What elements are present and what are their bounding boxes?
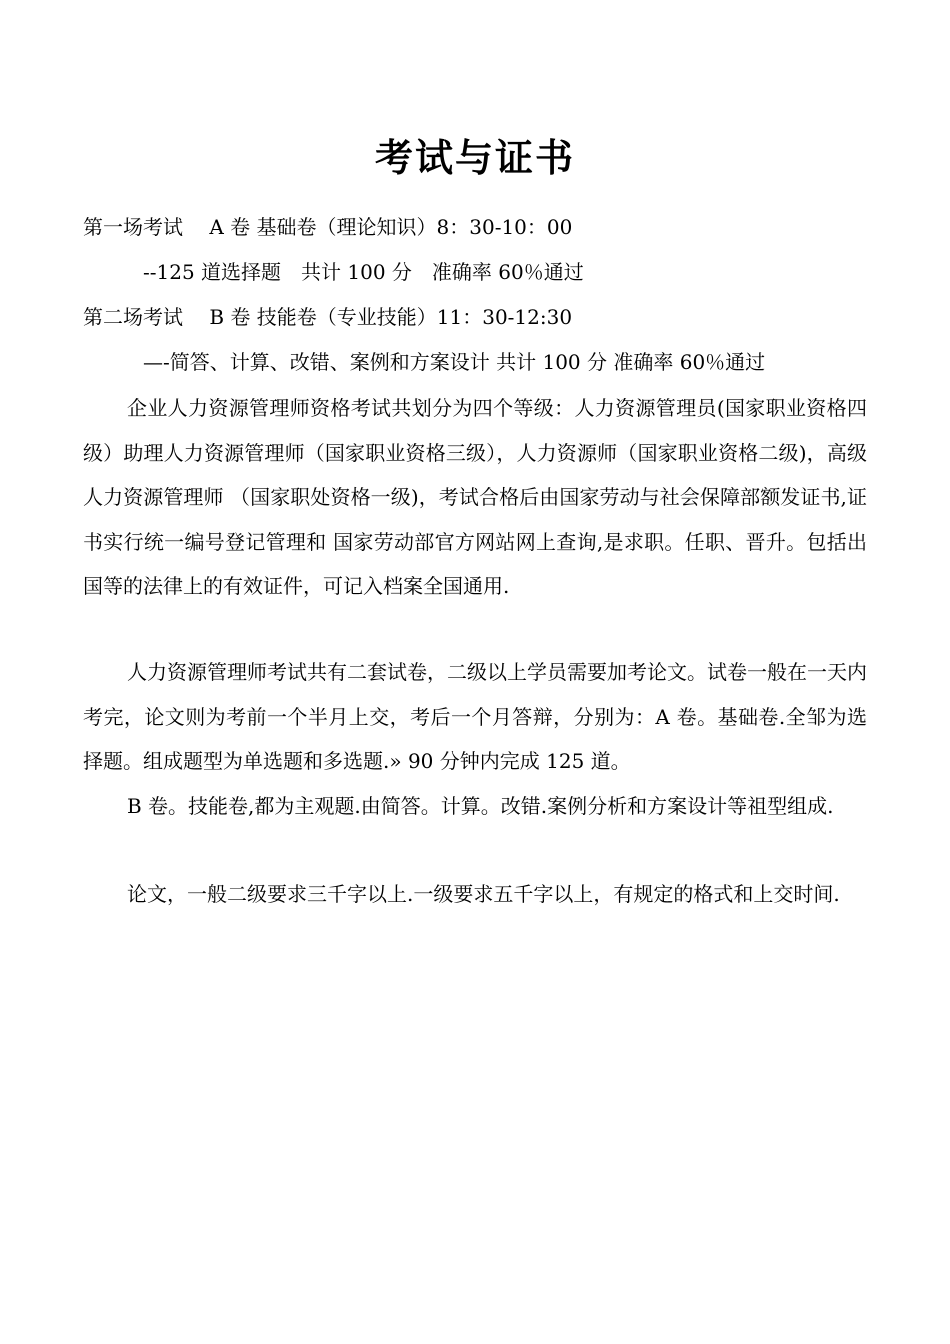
exam-session-1: 第一场考试 A 卷 基础卷（理论知识）8：30-10：00: [83, 215, 573, 239]
exam-session-2: 第二场考试 B 卷 技能卷（专业技能）11：30-12:30: [83, 305, 573, 329]
paragraph-thesis: 论文，一般二级要求三千字以上.一级要求五千字以上，有规定的格式和上交时间.: [127, 882, 840, 906]
paragraph-paper-b: B 卷。技能卷,都为主观题.由简答。计算。改错.案例分析和方案设计等祖型组成.: [127, 794, 834, 818]
document-title: 考试与证书: [374, 135, 575, 180]
exam-session-1-detail: --125 道选择题 共计 100 分 准确率 60％通过: [143, 260, 584, 284]
exam-session-2-detail: —-简答、计算、改错、案例和方案设计 共计 100 分 准确率 60％通过: [143, 350, 766, 374]
paragraph-certification-levels: 企业人力资源管理师资格考试共划分为四个等级：人力资源管理员(国家职业资格四级）助理人力资源管理师（国家职业资格三级），人力资源师（国家职业资格二级)，高级人力资源管理师 （国家职处资格一级)，考试合格后由国家劳动与社会保障部额发证书,证书实行统一编号登记管理和 国家劳动部官方网站网上查询,是求职。任职、晋升。包括出国等的法律上的有效证件，可记入档案全国通用.: [83, 396, 867, 598]
paragraph-exam-papers: 人力资源管理师考试共有二套试卷，二级以上学员需要加考论文。试卷一般在一天内考完，论文则为考前一个半月上交，考后一个月答辩，分别为：A 卷。基础卷.全邹为选择题。组成题型为单选题和多选题.» 90 分钟内完成 125 道。: [83, 660, 867, 773]
